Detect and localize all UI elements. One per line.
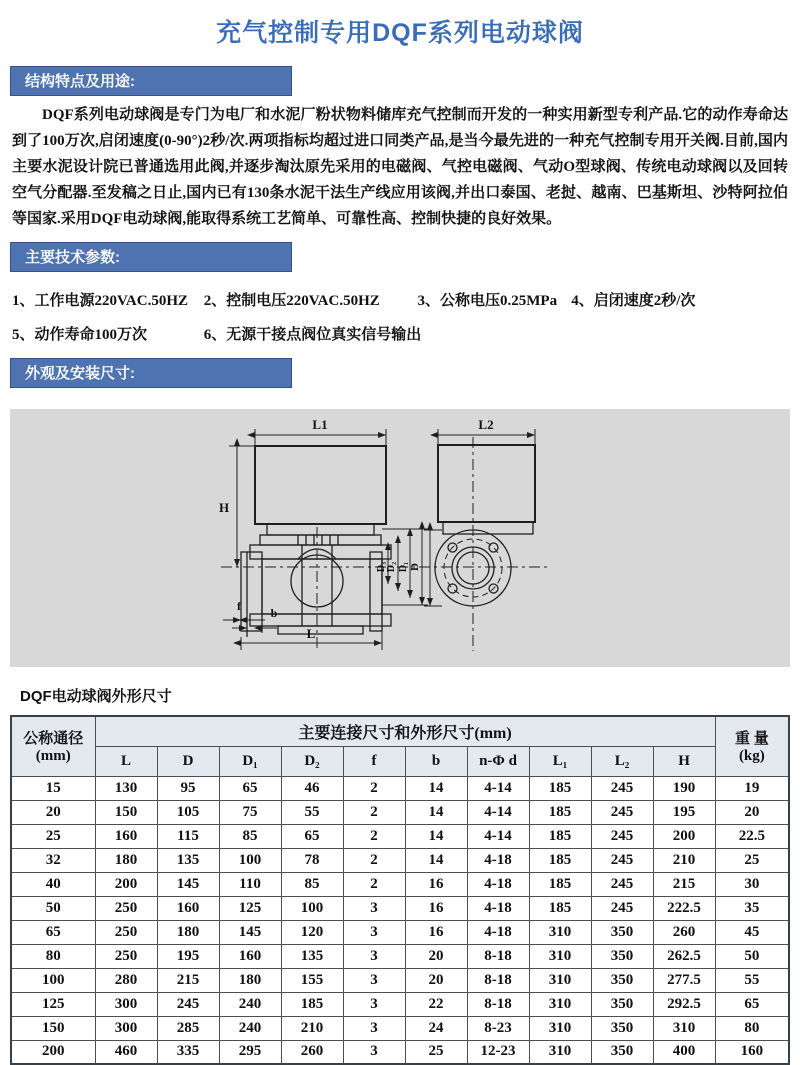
table-cell: 2 [343,800,405,824]
col-header-nominal-diameter [11,716,95,776]
table-cell: 350 [591,1040,653,1064]
table-cell: 190 [653,776,715,800]
table-cell: 130 [95,776,157,800]
table-cell: 110 [219,872,281,896]
table-cell: 85 [281,872,343,896]
table-cell: 3 [343,944,405,968]
col-header-unit: (mm) [35,748,71,765]
table-title: DQF电动球阀外形尺寸 [20,688,172,705]
table-cell: 335 [157,1040,219,1064]
table-cell: 245 [591,776,653,800]
bonnet-band [260,535,381,545]
col-header-D1: D₁ [219,746,281,776]
table-cell: 78 [281,848,343,872]
table-cell: 2 [343,824,405,848]
table-cell: 4-14 [467,800,529,824]
table-cell: 85 [219,824,281,848]
table-cell: 2 [343,848,405,872]
table-cell: 145 [219,920,281,944]
table-cell: 245 [591,824,653,848]
table-cell: 12-23 [467,1040,529,1064]
table-cell: 215 [157,968,219,992]
dim-label-L1: L1 [312,417,328,432]
table-cell: 180 [157,920,219,944]
table-cell: 22.5 [715,824,789,848]
table-cell: 135 [157,848,219,872]
table-cell: 16 [405,920,467,944]
table-cell: 195 [653,800,715,824]
table-cell: 3 [343,920,405,944]
actuator-box-side [255,446,386,524]
table-cell: 160 [219,944,281,968]
table-cell: 300 [95,992,157,1016]
table-cell: 25 [405,1040,467,1064]
dim-label-D2: D₂ [386,561,397,573]
table-cell: 260 [653,920,715,944]
table-row [11,800,789,824]
parameter-item: 6、无源干接点阀位真实信号输出 [203,327,422,343]
table-row [11,992,789,1016]
table-cell: 32 [11,848,95,872]
table-row [11,1040,789,1064]
dim-label-H: H [218,500,230,515]
dim-label-D1: D₁ [398,561,409,573]
table-cell: 310 [529,944,591,968]
table-row [11,944,789,968]
dim-label-L: L [306,626,316,641]
dim-label-L2: L2 [478,417,494,432]
dim-label-D: D [409,563,421,571]
dim-label-f: f [237,599,241,613]
dim-label-D3: D₃ [376,561,387,573]
col-header-n-phi-d: n-Φ d [467,746,529,776]
table-cell: 310 [653,1016,715,1040]
table-cell: 150 [11,1016,95,1040]
section-heading-features: 结构特点及用途: [10,66,292,96]
table-cell: 8-18 [467,992,529,1016]
table-cell: 4-18 [467,896,529,920]
table-cell: 8-23 [467,1016,529,1040]
table-cell: 80 [715,1016,789,1040]
table-cell: 16 [405,872,467,896]
bolt-hole [489,543,498,552]
table-cell: 135 [281,944,343,968]
table-cell: 8-18 [467,968,529,992]
table-cell: 280 [95,968,157,992]
parameters-list [12,284,788,352]
table-cell: 160 [157,896,219,920]
table-cell: 310 [529,992,591,1016]
table-cell: 185 [529,848,591,872]
table-cell: 310 [529,1040,591,1064]
table-cell: 115 [157,824,219,848]
table-cell: 120 [281,920,343,944]
table-cell: 245 [591,800,653,824]
parameter-item: 1、工作电源220VAC.50HZ [12,293,188,309]
col-header-f: f [343,746,405,776]
col-header-H: H [653,746,715,776]
table-cell: 15 [11,776,95,800]
table-row [11,896,789,920]
table-cell: 215 [653,872,715,896]
table-cell: 100 [281,896,343,920]
actuator-box-end [438,445,535,522]
col-header-D2: D₂ [281,746,343,776]
table-cell: 3 [343,968,405,992]
table-cell: 20 [405,968,467,992]
table-cell: 125 [219,896,281,920]
valve-dimension-drawing [10,409,790,667]
col-header-weight [715,716,789,776]
table-cell: 245 [591,848,653,872]
table-cell: 350 [591,920,653,944]
table-cell: 200 [11,1040,95,1064]
table-cell: 160 [95,824,157,848]
table-cell: 105 [157,800,219,824]
group-header-main-dimensions: 主要连接尺寸和外形尺寸(mm) [95,716,715,746]
table-cell: 185 [529,872,591,896]
table-cell: 460 [95,1040,157,1064]
parameter-item: 4、启闭速度2秒/次 [571,293,696,309]
table-cell: 125 [11,992,95,1016]
table-cell: 285 [157,1016,219,1040]
table-cell: 3 [343,1016,405,1040]
table-cell: 200 [653,824,715,848]
sub-header-row [11,746,789,776]
table-row [11,920,789,944]
table-cell: 19 [715,776,789,800]
table-cell: 185 [529,824,591,848]
table-cell: 160 [715,1040,789,1064]
table-cell: 400 [653,1040,715,1064]
bolt-hole [448,584,457,593]
mounting-plate-side [267,524,374,535]
table-body [11,776,789,1064]
table-cell: 55 [715,968,789,992]
table-cell: 16 [405,896,467,920]
table-cell: 75 [219,800,281,824]
col-header-text: 重 量 [734,731,769,748]
dim-label-b: b [270,606,278,620]
table-cell: 3 [343,896,405,920]
table-cell: 30 [715,872,789,896]
table-cell: 35 [715,896,789,920]
col-header-unit: (kg) [738,748,765,765]
table-cell: 4-18 [467,872,529,896]
table-cell: 180 [95,848,157,872]
table-cell: 310 [529,920,591,944]
table-cell: 292.5 [653,992,715,1016]
table-cell: 185 [281,992,343,1016]
parameter-item: 2、控制电压220VAC.50HZ [203,293,380,309]
table-cell: 24 [405,1016,467,1040]
table-cell: 245 [591,896,653,920]
technical-drawing-panel [10,409,790,667]
col-header-b: b [405,746,467,776]
table-cell: 55 [281,800,343,824]
table-cell: 195 [157,944,219,968]
table-cell: 185 [529,896,591,920]
table-cell: 185 [529,800,591,824]
table-cell: 210 [281,1016,343,1040]
table-cell: 350 [591,968,653,992]
table-cell: 262.5 [653,944,715,968]
table-cell: 14 [405,824,467,848]
table-cell: 350 [591,1016,653,1040]
col-header-D: D [157,746,219,776]
table-cell: 46 [281,776,343,800]
table-cell: 155 [281,968,343,992]
table-cell: 185 [529,776,591,800]
table-cell: 65 [715,992,789,1016]
table-cell: 14 [405,848,467,872]
table-row [11,776,789,800]
section-heading-parameters: 主要技术参数: [10,242,292,272]
table-cell: 8-18 [467,944,529,968]
table-cell: 295 [219,1040,281,1064]
table-row [11,848,789,872]
table-cell: 95 [157,776,219,800]
table-row [11,1016,789,1040]
parameters-row-1 [12,284,788,318]
table-cell: 200 [95,872,157,896]
table-cell: 250 [95,944,157,968]
parameter-item: 5、动作寿命100万次 [12,327,148,343]
table-cell: 40 [11,872,95,896]
table-cell: 65 [219,776,281,800]
left-flange [241,552,262,631]
table-cell: 14 [405,800,467,824]
table-cell: 14 [405,776,467,800]
table-cell: 100 [219,848,281,872]
table-cell: 350 [591,992,653,1016]
mounting-plate-end [443,522,533,534]
table-cell: 222.5 [653,896,715,920]
table-cell: 180 [219,968,281,992]
col-header-L2: L₂ [591,746,653,776]
table-cell: 210 [653,848,715,872]
features-paragraph: DQF系列电动球阀是专门为电厂和水泥厂粉状物料储库充气控制而开发的一种实用新型专利产品.它的动作寿命达到了100万次,启闭速度(0-90°)2秒/次.两项指标均超过进口同类产品,是当今最先进的一种充气控制专用开关阀.目前,国内主要水泥设计院已普通选用此阀,并逐步淘汰原先采用的电磁阀、气控电磁阀、气动O型球阀、传统电动球阀以及回转空气分配器.至发稿之日止,国内已有130条水泥干法生产线应用该阀,并出口泰国、老挝、越南、巴基斯坦、沙特阿拉伯等国家.采用DQF电动球阀,能取得系统工艺简单、可靠性高、控制快捷的良好效果。 [12,107,788,227]
col-header-text: 公称通径 [23,731,84,748]
table-row [11,872,789,896]
table-cell: 22 [405,992,467,1016]
table-cell: 300 [95,1016,157,1040]
table-cell: 25 [715,848,789,872]
page-title: 充气控制专用DQF系列电动球阀 [216,19,584,47]
table-cell: 310 [529,1016,591,1040]
table-cell: 20 [405,944,467,968]
table-cell: 310 [529,968,591,992]
table-cell: 45 [715,920,789,944]
table-cell: 100 [11,968,95,992]
table-cell: 4-14 [467,824,529,848]
table-cell: 65 [11,920,95,944]
table-cell: 80 [11,944,95,968]
valve-bottom-plate [278,626,363,634]
table-cell: 2 [343,872,405,896]
table-cell: 245 [157,992,219,1016]
table-cell: 240 [219,992,281,1016]
table-row [11,968,789,992]
col-header-L1: L₁ [529,746,591,776]
table-cell: 250 [95,896,157,920]
table-cell: 2 [343,776,405,800]
table-cell: 245 [591,872,653,896]
table-cell: 260 [281,1040,343,1064]
table-cell: 150 [95,800,157,824]
table-cell: 20 [715,800,789,824]
table-cell: 350 [591,944,653,968]
table-cell: 4-18 [467,920,529,944]
table-cell: 25 [11,824,95,848]
table-cell: 250 [95,920,157,944]
table-cell: 240 [219,1016,281,1040]
table-cell: 277.5 [653,968,715,992]
parameters-row-2 [12,318,788,352]
table-cell: 4-14 [467,776,529,800]
table-cell: 20 [11,800,95,824]
parameter-item: 3、公称电压0.25MPa [417,293,558,309]
section-heading-dimensions: 外观及安装尺寸: [10,358,292,388]
table-cell: 65 [281,824,343,848]
col-header-L: L [95,746,157,776]
table-cell: 3 [343,1040,405,1064]
table-cell: 50 [715,944,789,968]
table-cell: 50 [11,896,95,920]
table-cell: 145 [157,872,219,896]
table-cell: 4-18 [467,848,529,872]
table-cell: 3 [343,992,405,1016]
dimensions-table [10,715,790,1065]
table-row [11,824,789,848]
